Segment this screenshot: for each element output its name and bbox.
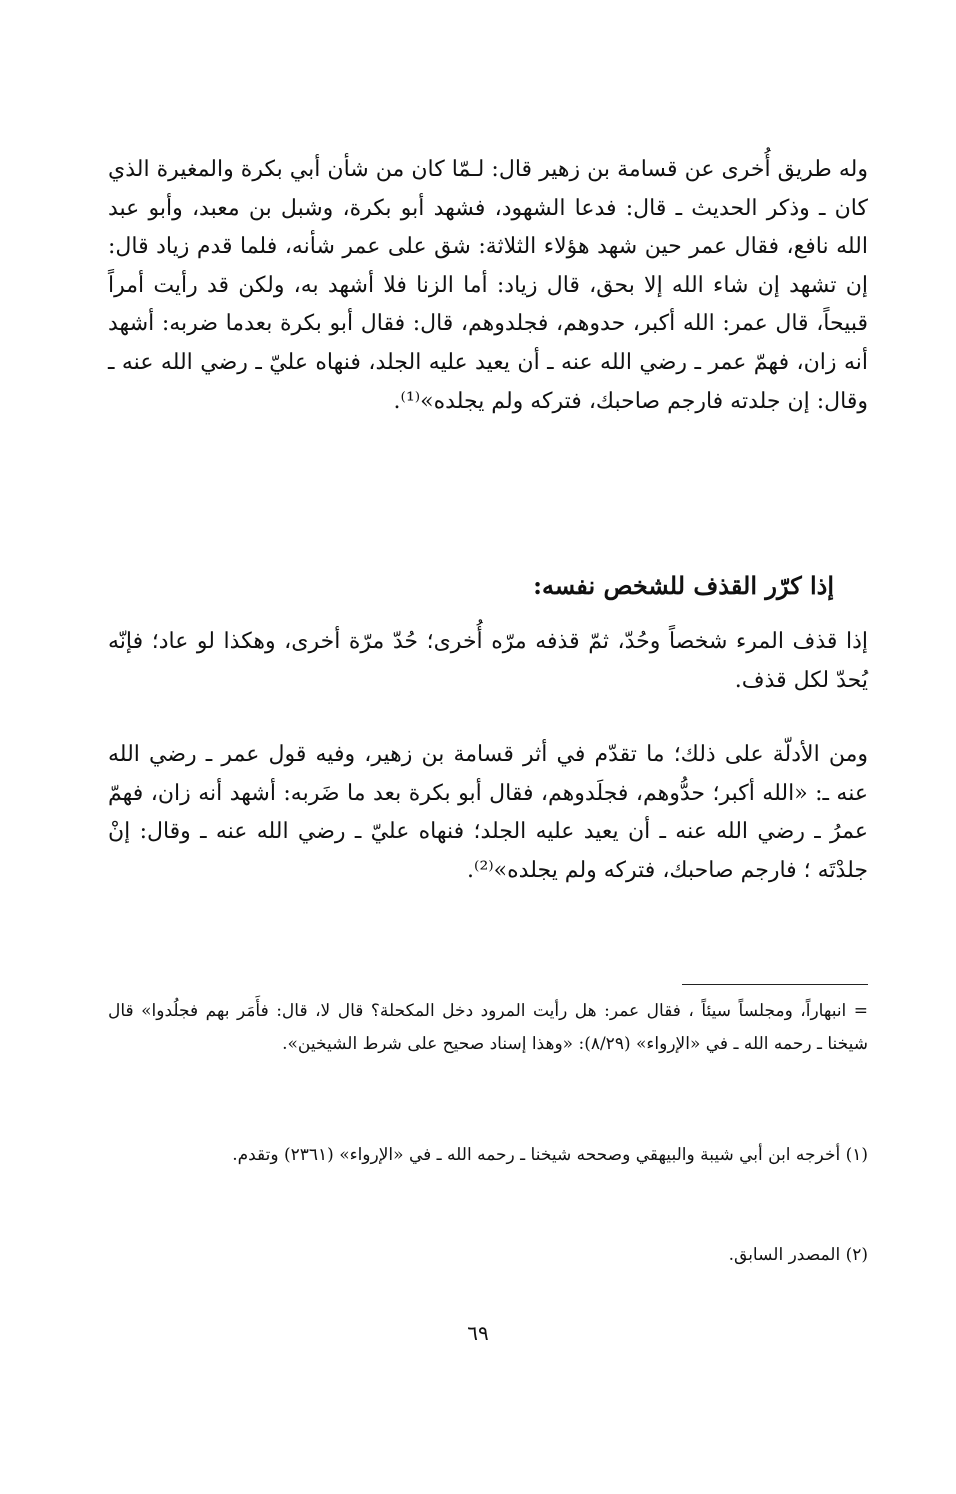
- footnote-1: (١) أخرجه ابن أبي شيبة والبيهقي وصححه شيخنا ـ رحمه الله ـ في «الإرواء» (٢٣٦١) وتقدم.: [232, 1145, 868, 1165]
- footnote-2: (٢) المصدر السابق.: [728, 1245, 868, 1265]
- paragraph-qasama-narration: وله طريق أُخرى عن قسامة بن زهير قال: لـمّا كان من شأن أبي بكرة والمغيرة الذي كان ـ وذكر الحديث ـ قال: فدعا الشهود، فشهد أبو بكرة، وشبل بن معبد، وأبو عبد الله نافع، فقال عمر حين شهد هؤلاء الثلاثة: شق على عمر شأنه، فلما قدم زياد قال: إن تشهد إن شاء الله إلا بحق، قال زياد: أما الزنا فلا أشهد به، ولكن قد رأيت أمراً قبيحاً، قال عمر: الله أكبر، حدوهم، فجلدوهم، قال: فقال أبو بكرة بعدما ضربه: أشهد أنه زان، فهمّ عمر ـ رضي الله عنه ـ أن يعيد عليه الجلد، فنهاه عليّ ـ رضي الله عنه ـ وقال: إن جلدته فارجم صاحبك، فتركه ولم يجلده»⁽¹⁾.: [108, 157, 868, 414]
- footnote-separator: [682, 984, 868, 985]
- footnote-continuation: = انبهاراً، ومجلساً سيئاً ، فقال عمر: هل رأيت المرود دخل المكحلة؟ قال لا، قال: فأَمَر بهم فجلُدوا» قال شيخنا ـ رحمه الله ـ في «الإرواء» (٨/٢٩): «وهذا إسناد صحيح على شرط الشيخين».: [108, 1001, 868, 1054]
- paragraph-repeated-qadhf-ruling: إذا قذف المرء شخصاً وحُدّ، ثمّ قذفه مرّه أُخرى؛ حُدّ مرّة أخرى، وهكذا لو عاد؛ فإنّه يُحدّ لكل قذف.: [108, 629, 868, 693]
- page-number: ٦٩: [467, 1321, 489, 1345]
- section-heading-repeated-qadhf: إذا كرّر القذف للشخص نفسه:: [533, 571, 834, 600]
- paragraph-evidence: ومن الأدلّة على ذلك؛ ما تقدّم في أثر قسامة بن زهير، وفيه قول عمر ـ رضي الله عنه ـ: «الله أكبر؛ حدُّوهم، فجلَدوهم، فقال أبو بكرة بعد ما ضَربه: أشهد أنه زان، فهمّ عمرُ ـ رضي الله عنه ـ أن يعيد عليه الجلد؛ فنهاه عليّ ـ رضي الله عنه ـ وقال: إنْ جلدْتَه ؛ فارجم صاحبك، فتركه ولم يجلده»⁽²⁾.: [108, 742, 868, 883]
